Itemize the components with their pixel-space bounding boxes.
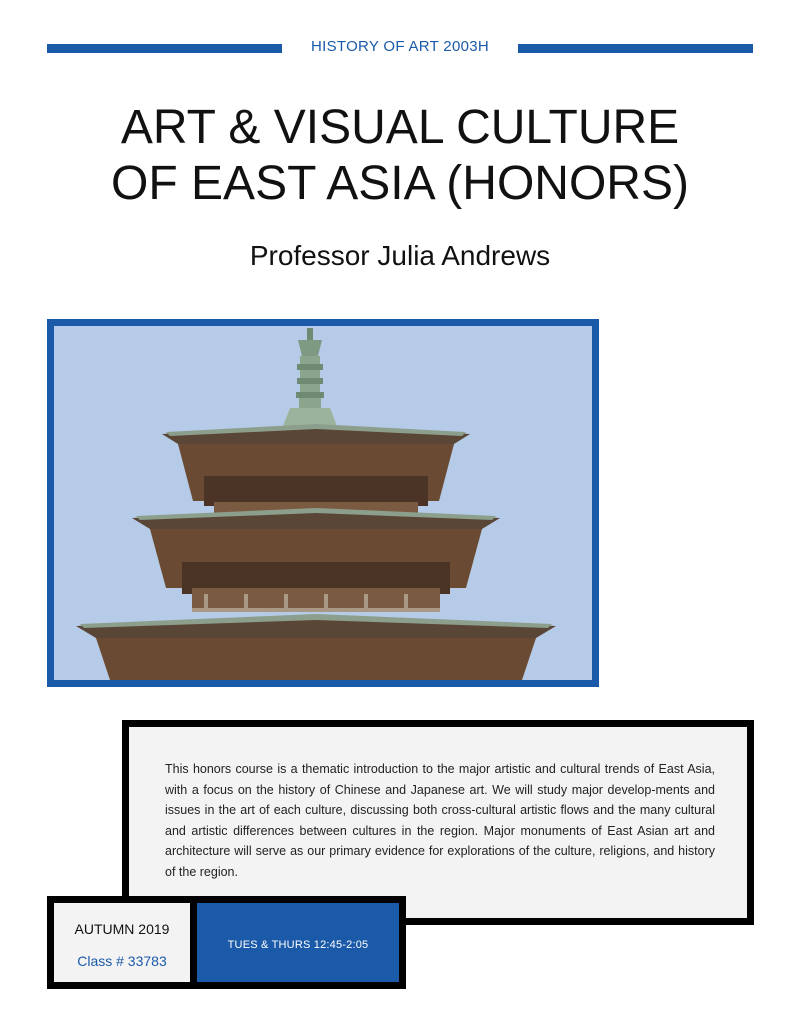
course-title-line-2: OF EAST ASIA (HONORS) bbox=[111, 157, 689, 210]
course-description: This honors course is a thematic introduction to the major artistic and cultural trends of East Asia, with a focus on the history of Chinese and Japanese art. We will study major develop-ments and issues in the art of each culture, discussing both cross-cultural artistic flows and the many cultural and artistic differences between cultures in the region. Major monuments of East Asian art and architecture will serve as our primary evidence for explorations of the culture, religions, and history of the region. bbox=[165, 762, 715, 879]
description-box bbox=[122, 720, 754, 925]
course-title-line-1: ART & VISUAL CULTURE bbox=[120, 101, 680, 154]
schedule-box bbox=[190, 896, 406, 989]
term-label: AUTUMN 2019 bbox=[74, 921, 170, 937]
course-title bbox=[40, 100, 760, 212]
header-rule-right bbox=[518, 44, 753, 53]
term-box bbox=[47, 896, 197, 989]
course-code: HISTORY OF ART 2003H bbox=[310, 38, 490, 55]
schedule-text: TUES & THURS 12:45-2:05 bbox=[227, 939, 369, 951]
pagoda-photo bbox=[47, 319, 599, 687]
professor-name: Professor Julia Andrews bbox=[249, 240, 551, 271]
header-rule-left bbox=[47, 44, 282, 53]
pagoda-illustration bbox=[54, 326, 592, 680]
class-number: Class # 33783 bbox=[77, 953, 167, 969]
